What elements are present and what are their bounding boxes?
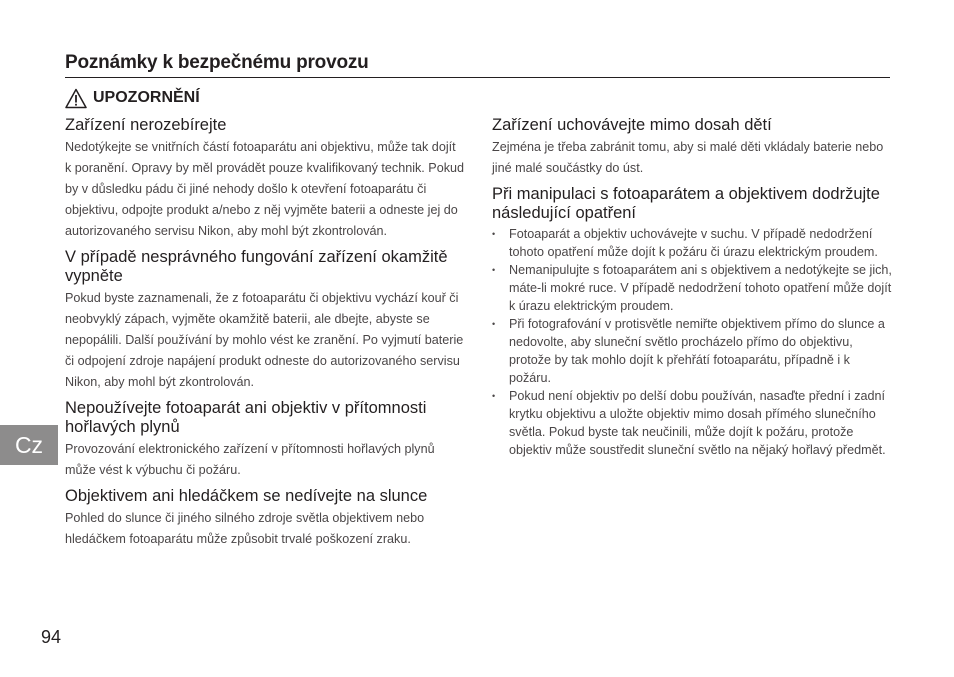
section-title: Nepoužívejte fotoaparát ani objektiv v přítomnosti hořlavých plynů bbox=[65, 399, 427, 436]
section-body: Provozování elektronického zařízení v přítomnosti hořlavých plynů může vést k výbuchu či požáru. bbox=[65, 442, 435, 477]
section-title: Objektivem ani hledáčkem se nedívejte na slunce bbox=[65, 487, 428, 505]
section-flammable-gas bbox=[65, 399, 465, 481]
warning-triangle-icon bbox=[65, 88, 87, 109]
section-body: Pohled do slunce či jiného silného zdroje světla objektivem nebo hledáčkem fotoaparátu může způsobit trvalé poškození zraku. bbox=[65, 511, 425, 546]
page-title: Poznámky k bezpečnému provozu bbox=[65, 52, 369, 73]
list-item: • Pokud není objektiv po delší dobu používán, nasaďte přední i zadní krytku objektivu a uložte objektiv mimo dosah přímého slunečního světla. Pokud byste tak neučinili, může dojít k požáru, protože objektiv může soustředit sluneční světlo na nějaký hořlavý předmět. bbox=[492, 389, 886, 457]
section-title: Při manipulaci s fotoaparátem a objektivem dodržujte následující opatření bbox=[492, 185, 880, 222]
section-body: Pokud byste zaznamenali, že z fotoaparátu či objektivu vychází kouř či neobvyklý zápach, vyjměte okamžitě baterii, ale dbejte, abyste se nepopálili. Další používání by mohlo vést ke zranění. Po vyjmutí baterie či odpojení zdroje napájení produkt odneste do autorizovaného servisu Nikon, aby mohl být zkontrolován. bbox=[65, 291, 464, 389]
section-children bbox=[492, 116, 892, 179]
bullet-icon: • bbox=[492, 229, 496, 239]
page-number: 94 bbox=[41, 627, 62, 647]
section-body: Nedotýkejte se vnitřních částí fotoaparátu ani objektivu, může tak dojít k poranění. Opravy by měl provádět pouze kvalifikovaný technik. Pokud by v důsledku pádu či jiné nehody došlo k otevření fotoaparátu či objektivu, odpojte produkt a/nebo z něj vyjměte baterii a odneste jej do autorizovaného servisu Nikon, aby mohl být zkontrolován. bbox=[65, 140, 465, 238]
bullet-icon: • bbox=[492, 391, 496, 401]
caution-label: UPOZORNĚNÍ bbox=[93, 89, 200, 106]
section-title: Zařízení nerozebírejte bbox=[65, 116, 227, 134]
section-disassembly bbox=[65, 116, 465, 242]
right-column bbox=[492, 116, 892, 465]
list-item: • Fotoaparát a objektiv uchovávejte v suchu. V případě nedodržení tohoto opatření může dojít k požáru či úrazu elektrickým proudem. bbox=[492, 227, 878, 259]
precaution-list bbox=[492, 225, 892, 459]
section-sun bbox=[65, 487, 465, 550]
language-tab: Cz bbox=[0, 425, 58, 465]
section-malfunction bbox=[65, 248, 465, 393]
bullet-icon: • bbox=[492, 319, 496, 329]
list-item: • Nemanipulujte s fotoaparátem ani s objektivem a nedotýkejte se jich, máte-li mokré ruce. V případě nedodržení tohoto opatření může dojít k úrazu elektrickým proudem. bbox=[492, 263, 892, 313]
section-precautions bbox=[492, 185, 892, 459]
bullet-icon: • bbox=[492, 265, 496, 275]
section-title: Zařízení uchovávejte mimo dosah dětí bbox=[492, 116, 772, 134]
list-item: • Při fotografování v protisvětle nemiřte objektivem přímo do slunce a nedovolte, aby sluneční světlo procházelo přímo do objektivu, protože by tak mohlo dojít k přehřátí fotoaparátu, případně i k požáru. bbox=[492, 317, 885, 385]
section-title: V případě nesprávného fungování zařízení okamžitě vypněte bbox=[65, 248, 448, 285]
caution-heading bbox=[65, 86, 200, 110]
left-column bbox=[65, 116, 465, 556]
title-divider bbox=[65, 77, 890, 78]
section-body: Zejména je třeba zabránit tomu, aby si malé děti vkládaly baterie nebo jiné malé součástky do úst. bbox=[492, 140, 884, 175]
